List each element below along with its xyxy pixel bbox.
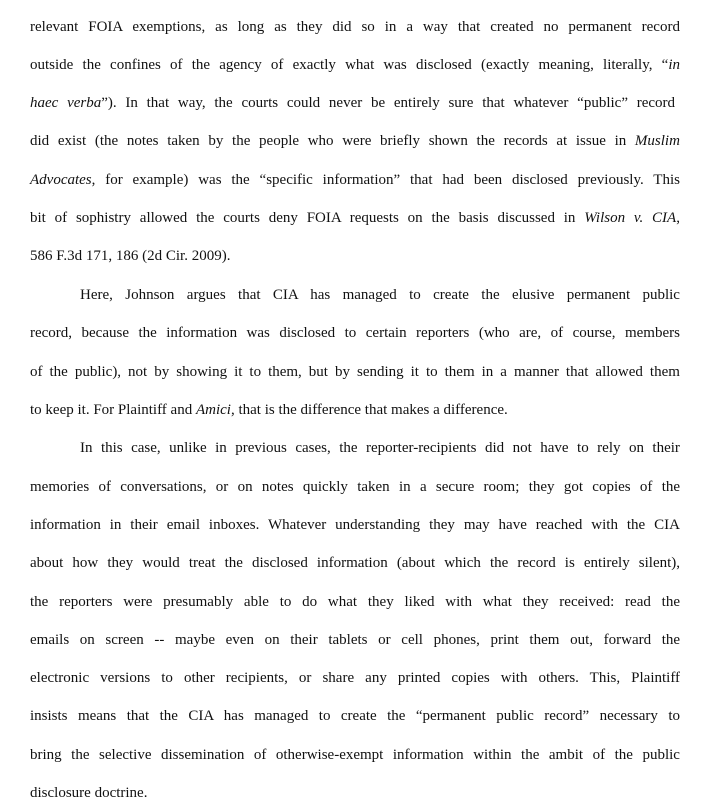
text-line: memories of conversations, or on notes quickly taken in a secure room; they got copies of the (30, 479, 681, 495)
text-line: record, because the information was disclosed to certain reporters (who are, of course, members (30, 325, 680, 341)
text-line: relevant FOIA exemptions, as long as they did so in a way that created no permanent record (30, 19, 680, 35)
text-line: of the public), not by showing it to them, but by sending it to them in a manner that allowed them (30, 364, 680, 380)
text-line: 586 F.3d 171, 186 (2d Cir. 2009). (30, 248, 231, 264)
text-line: Advocates, for example) was the “specific information” that had been disclosed previously. This (30, 172, 680, 188)
text-line: Here, Johnson argues that CIA has managed to create the elusive permanent public (80, 287, 680, 303)
text-line: In this case, unlike in previous cases, the reporter-recipients did not have to rely on their (80, 440, 680, 456)
text-line: did exist (the notes taken by the people who were briefly shown the records at issue in Muslim (30, 133, 680, 149)
text-line: insists means that the CIA has managed to create the “permanent public record” necessary to (30, 708, 680, 724)
text-line: to keep it. For Plaintiff and Amici, that is the difference that makes a difference. (30, 402, 508, 418)
text-line: disclosure doctrine. (30, 785, 148, 801)
text-line: outside the confines of the agency of exactly what was disclosed (exactly meaning, literally, “in (30, 57, 680, 73)
text-line: the reporters were presumably able to do what they liked with what they received: read the (30, 594, 680, 610)
text-line: electronic versions to other recipients, or share any printed copies with others. This, Plaintiff (30, 670, 681, 686)
text-line: haec verba”). In that way, the courts could never be entirely sure that whatever “public” record (30, 95, 676, 111)
text-line: bring the selective dissemination of otherwise-exempt information within the ambit of the public (30, 747, 680, 763)
text-line: emails on screen -- maybe even on their tablets or cell phones, print them out, forward the (30, 632, 681, 648)
text-line: about how they would treat the disclosed information (about which the record is entirely silent), (30, 555, 681, 571)
text-line: information in their email inboxes. Whatever understanding they may have reached with the CIA (30, 517, 680, 533)
text-line: bit of sophistry allowed the courts deny FOIA requests on the basis discussed in Wilson v. CIA, (30, 210, 680, 226)
